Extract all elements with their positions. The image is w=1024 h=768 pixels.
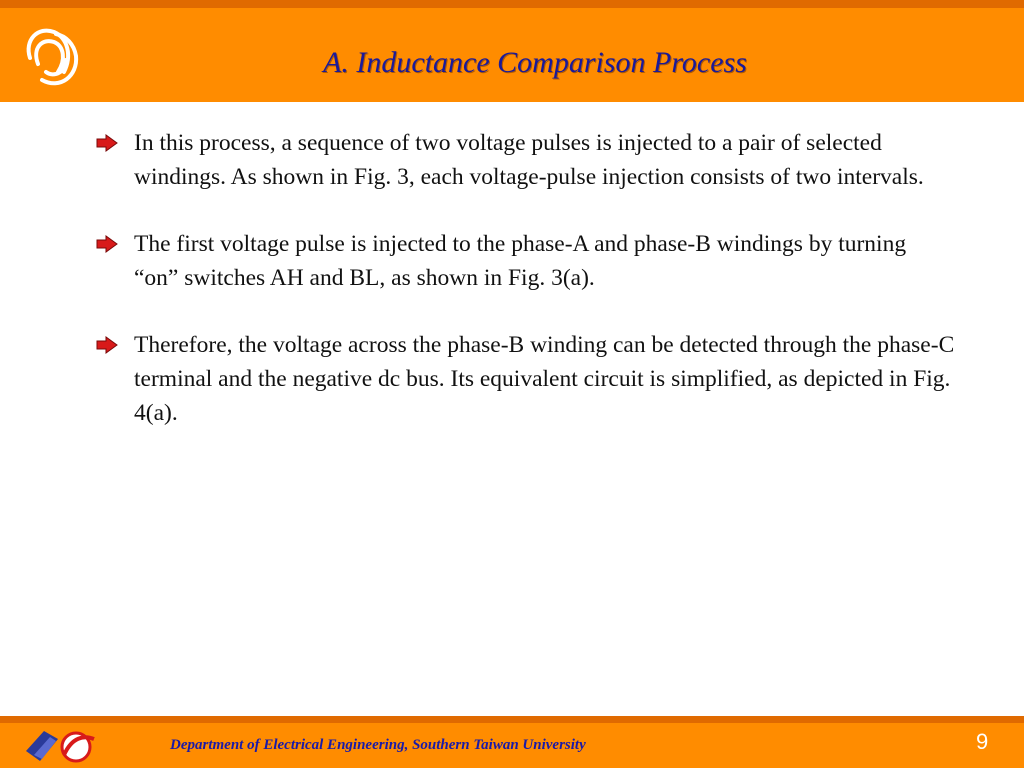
footer-divider: [0, 716, 1024, 723]
bullet-text: The first voltage pulse is injected to the phase-A and phase-B windings by turning “on” switches AH and BL, as shown in Fig. 3(a).: [134, 231, 907, 291]
arrow-bullet-icon: [96, 336, 118, 354]
bullet-text: In this process, a sequence of two voltage pulses is injected to a pair of selected windings. As shown in Fig. 3, each voltage-pulse injection consists of two intervals.: [134, 130, 924, 190]
department-name: Department of Electrical Engineering, Southern Taiwan University: [170, 737, 586, 753]
arrow-bullet-icon: [96, 235, 118, 253]
list-item: [96, 227, 956, 295]
bullet-list: [96, 126, 956, 463]
list-item: [96, 328, 956, 430]
slide-title: A. Inductance Comparison Process: [323, 46, 747, 79]
bullet-text: Therefore, the voltage across the phase-B winding can be detected through the phase-C terminal and the negative dc bus. Its equivalent circuit is simplified, as depicted in Fig. 4(a).: [134, 332, 955, 426]
arrow-bullet-icon: [96, 134, 118, 152]
page-number: 9: [976, 729, 989, 754]
list-item: [96, 126, 956, 194]
department-logo-icon: [24, 725, 100, 765]
slide-footer: [0, 723, 1024, 768]
slide-header: [0, 0, 1024, 102]
